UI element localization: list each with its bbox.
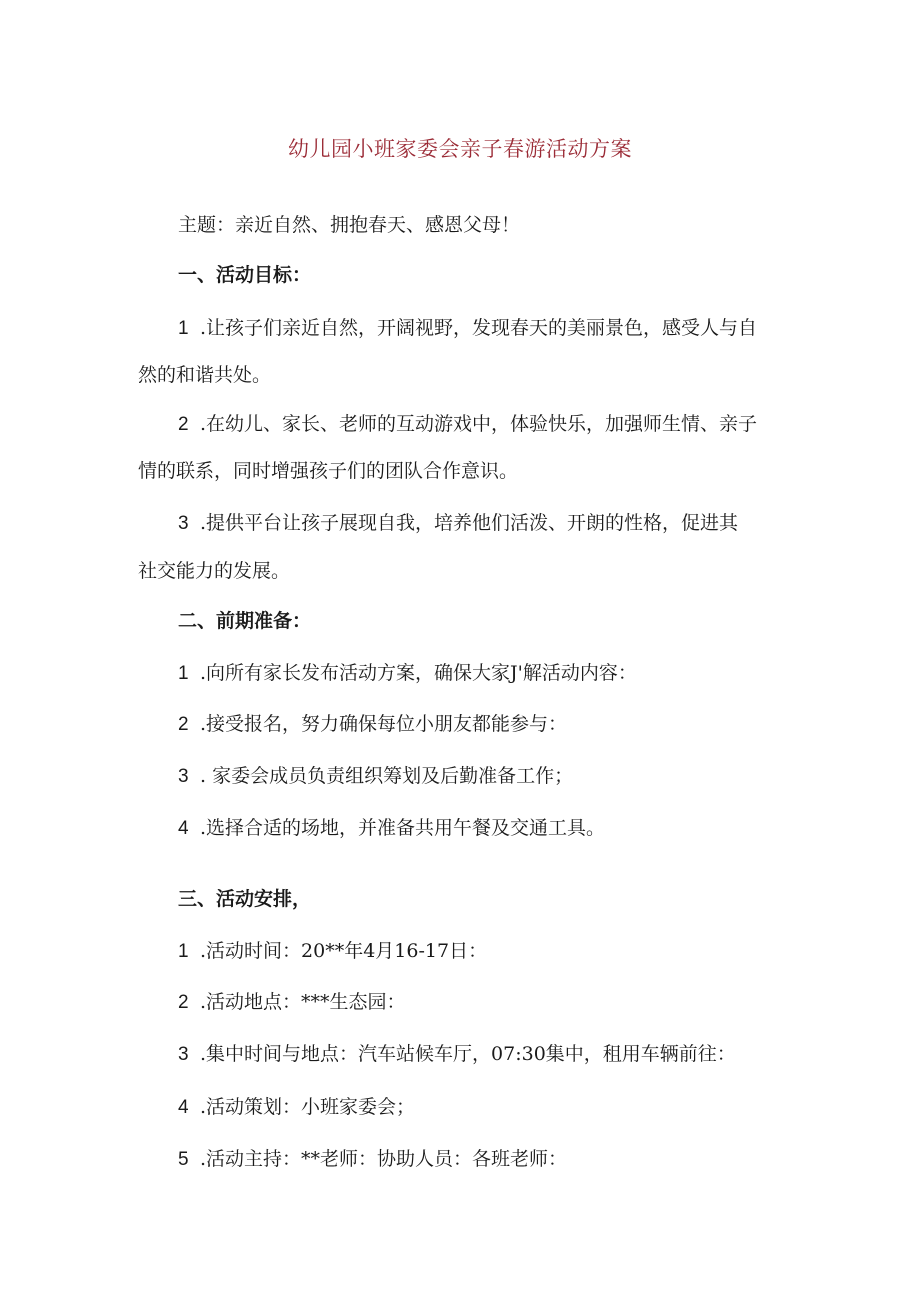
prep-item-3 [178, 762, 573, 791]
prep-item-4-text: .选择合适的场地，并准备共用午餐及交通工具。 [200, 817, 606, 839]
arrange-item-1-text: .活动时间：20**年4月16-17日： [200, 940, 488, 962]
section-heading-preparation: 二、前期准备： [178, 610, 312, 632]
arrange-item-4 [178, 1093, 415, 1122]
arrange-item-3-number: 3 [178, 1044, 189, 1065]
prep-item-1-number: 1 [178, 663, 189, 684]
arrange-item-5-number: 5 [178, 1149, 189, 1170]
arrange-item-3-text: .集中时间与地点：汽车站候车厅，07:30集中，租用车辆前往： [200, 1043, 736, 1065]
arrange-item-5 [178, 1145, 567, 1174]
goal-item-3-number: 3 [178, 513, 189, 534]
prep-item-3-number: 3 [178, 766, 189, 787]
section-heading-goals: 一、活动目标： [178, 264, 312, 286]
arrange-item-5-text: .活动主持：**老师：协助人员：各班老师： [200, 1148, 568, 1170]
arrange-item-4-number: 4 [178, 1097, 189, 1118]
prep-item-2 [178, 710, 567, 739]
arrange-item-2 [178, 988, 406, 1017]
goal-item-1-line2: 然的和谐共处。 [138, 364, 272, 386]
goal-item-3-text: .提供平台让孩子展现自我，培养他们活泼、开朗的性格，促进其 [200, 512, 739, 534]
arrange-item-2-text: .活动地点：***生态园： [200, 991, 406, 1013]
prep-item-4-number: 4 [178, 818, 189, 839]
prep-item-2-text: .接受报名，努力确保每位小朋友都能参与： [200, 713, 568, 735]
goal-item-1-number: 1 [178, 318, 189, 339]
prep-item-1 [178, 659, 637, 688]
prep-item-3-text: . 家委会成员负责组织筹划及后勤准备工作； [200, 765, 574, 787]
section-heading-arrangement: 三、活动安排， [178, 888, 312, 910]
arrange-item-4-text: .活动策划：小班家委会； [200, 1096, 416, 1118]
prep-item-4 [178, 814, 605, 843]
theme-line: 主题：亲近自然、拥抱春天、感恩父母！ [178, 214, 521, 236]
goal-item-2-text: .在幼儿、家长、老师的互动游戏中，体验快乐，加强师生情、亲子 [200, 413, 758, 435]
goal-item-3-line2: 社交能力的发展。 [138, 560, 291, 582]
goal-item-2-line1 [178, 410, 757, 439]
document-title: 幼儿园小班家委会亲子春游活动方案 [288, 137, 632, 161]
goal-item-1-line1 [178, 314, 757, 343]
arrange-item-1 [178, 937, 487, 966]
goal-item-3-line1 [178, 509, 738, 538]
prep-item-1-text: .向所有家长发布活动方案，确保大家J'解活动内容： [200, 662, 637, 684]
goal-item-2-number: 2 [178, 414, 189, 435]
arrange-item-3 [178, 1040, 736, 1069]
goal-item-2-line2: 情的联系，同时增强孩子们的团队合作意识。 [138, 460, 519, 482]
arrange-item-1-number: 1 [178, 941, 189, 962]
prep-item-2-number: 2 [178, 714, 189, 735]
arrange-item-2-number: 2 [178, 992, 189, 1013]
goal-item-1-text: .让孩子们亲近自然，开阔视野，发现春天的美丽景色，感受人与自 [200, 317, 758, 339]
